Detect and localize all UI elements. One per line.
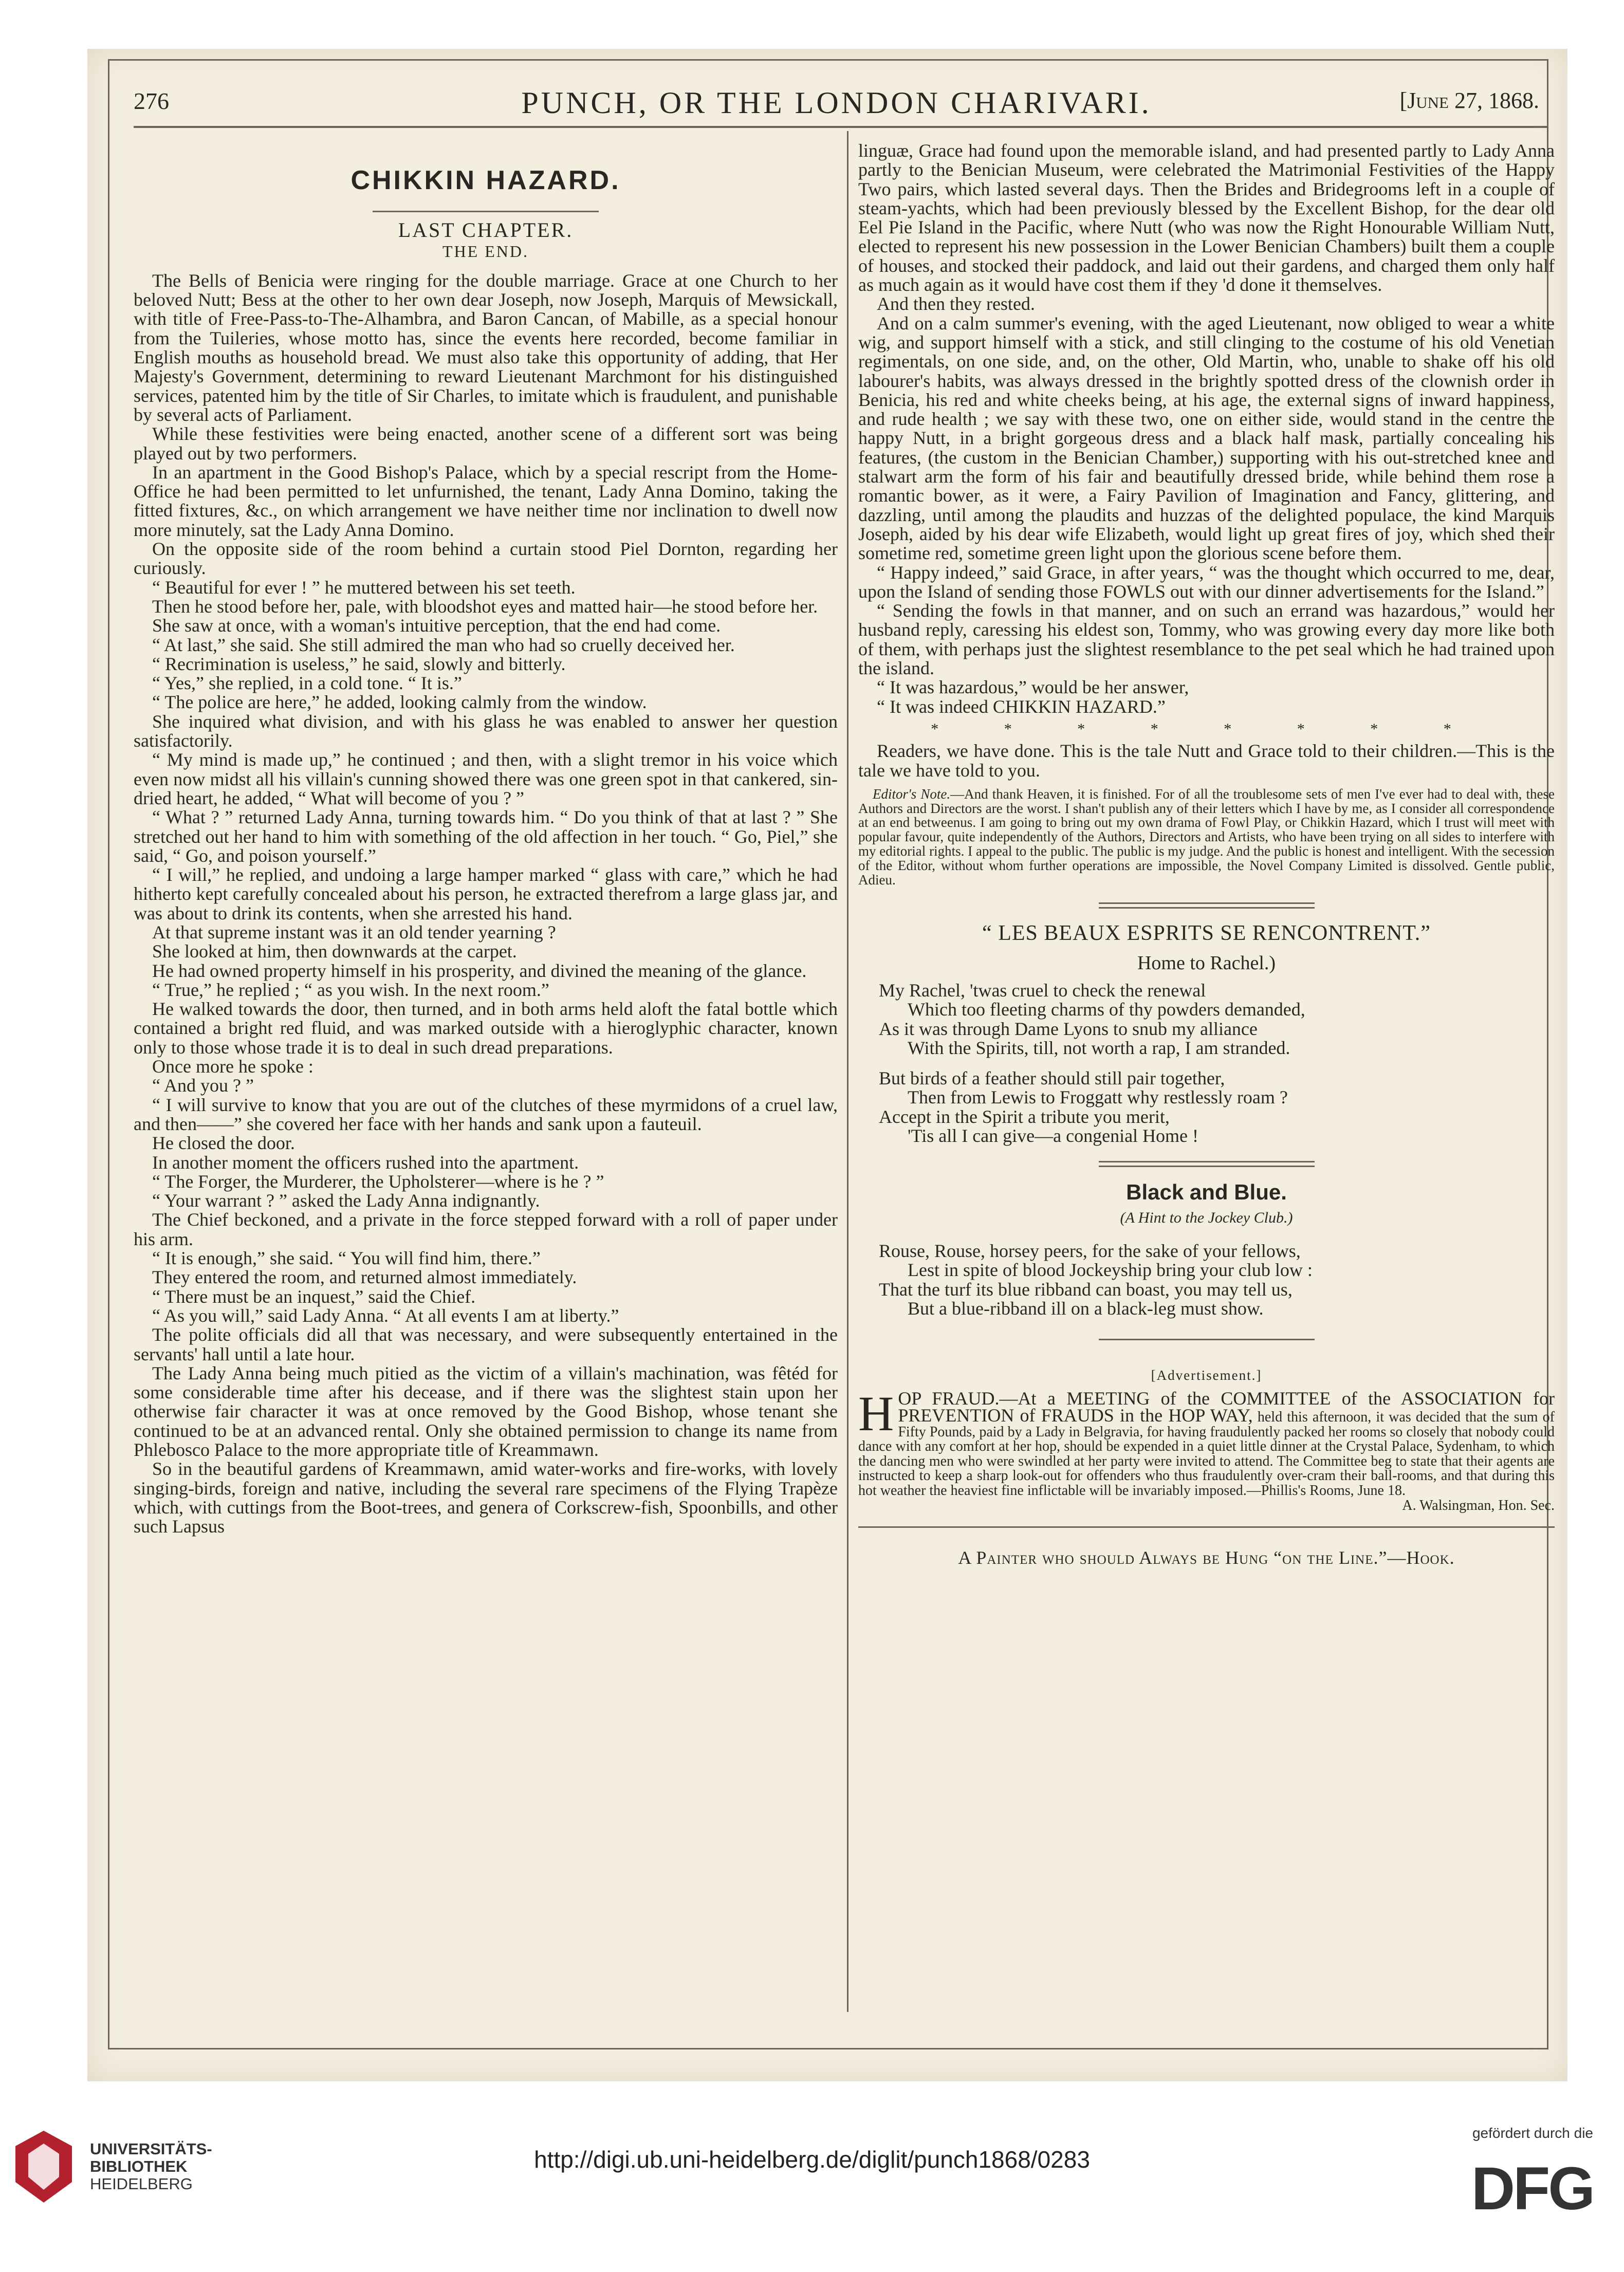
library-line-3: HEIDELBERG [90, 2175, 193, 2193]
poem-title-1: “ LES BEAUX ESPRITS SE RENCONTRENT.” [982, 921, 1431, 946]
poem-line: My Rachel, 'twas cruel to check the renewal [879, 980, 1206, 1001]
paragraph: “ My mind is made up,” he continued ; and then, with a slight tremor in his voice which even now midst all his villain's cunning showed there was one green spot in that cankered, sin-dried heart, he added, “ What will become of you ? ” [134, 749, 838, 808]
paragraph: While these festivities were being enacted, another scene of a different sort was being played out by two performers. [134, 423, 838, 464]
issue-date: [June 27, 1868. [1399, 88, 1539, 113]
poem-line: With the Spirits, till, not worth a rap, I am stranded. [908, 1037, 1290, 1058]
paragraph: “ And you ? ” [152, 1075, 254, 1096]
editors-note-text: —And thank Heaven, it is finished. For of all the troublesome sets of men I've ever had to deal with, these Authors and Directors are the worst. I shan't publish any of their letters which I have by me, as I consider all correspondence at an end betweenus. I am going to bring out my own drama of Fowl Play, or Chikkin Hazard, which I trust will meet with popular favour, quite independently of the Authors, Directors and Artists, who have been trying on all sides to interfere with my editorial rights. I appeal to the public. The public is my judge. And the public is honest and intelligent. With the secession of the Editor, without whom further operations are impossible, the Novel Company Limited is dissolved. Gentle public, Adieu. [858, 786, 1555, 888]
editors-note [858, 787, 1555, 888]
left-column [134, 141, 838, 1536]
paragraph: He closed the door. [152, 1133, 295, 1154]
paragraph: “ It was hazardous,” would be her answer, [877, 677, 1189, 698]
paragraph: “ The Forger, the Murderer, the Upholsterer—where is he ? ” [152, 1171, 604, 1192]
poem-line: Rouse, Rouse, horsey peers, for the sake of your fellows, [879, 1240, 1301, 1261]
paragraph: “ There must be an inquest,” said the Chief. [152, 1286, 476, 1307]
section-stars: * * * * * * * * [931, 720, 1482, 737]
paragraph: “ It is enough,” she said. “ You will find him, there.” [152, 1248, 541, 1269]
paragraph: “ At last,” she said. She still admired the man who had so cruelly deceived her. [152, 634, 735, 655]
advertisement [858, 1386, 1555, 1513]
paragraph: linguæ, Grace had found upon the memorable island, and had presented partly to Lady Anna partly to the Benician Museum, were celebrated the Matrimonial Festivities of the Happy Two pairs, which lasted several days. Then the Brides and Bridegrooms left in a couple of steam-yachts, which had been previously blessed by the Excellent Bishop, for the dear old Eel Pie Island in the Pacific, where Nutt (who was now the Right Honourable William Nutt, elected to represent his new possession in the Lower Benician Chambers) built them a couple of houses, and stocked their paddock, and laid out their gardens, and charged them only half as much again as it would have cost them if they 'd done it themselves. [858, 140, 1555, 295]
closing-paragraph: Readers, we have done. This is the tale Nutt and Grace told to their children.—This is the tale we have told to you. [858, 741, 1555, 781]
article-title: CHIKKIN HAZARD. [350, 165, 621, 195]
paragraph: “ As you will,” said Lady Anna. “ At all events I am at liberty.” [152, 1305, 619, 1326]
funding-label: gefördert durch die [1472, 2125, 1593, 2141]
paragraph: The Bells of Benicia were ringing for the double marriage. Grace at one Church to her beloved Nutt; Bess at the other to her own dear Joseph, now Joseph, Marquis of Mewsickall, with title of Free-Pass-to-The-Alhambra, and Baron Cancan, of Mabille, as a special honour from the Tuileries, whose motto has, since the events here recorded, become familiar in English mouths as household bread. We must also take this opportunity of adding, that Her Majesty's Government, determining to reward Lieutenant Marchmont for his distinguished services, patented him by the title of Sir Charles, to imitate which is fraudulent, and punishable by several acts of Parliament. [134, 270, 838, 425]
paragraph: “ I will survive to know that you are out of the clutches of these myrmidons of a cruel law, and then——” she covered her face with her hands and sank upon a fauteuil. [134, 1094, 838, 1134]
poem-subtitle-1: Home to Rachel.) [1137, 952, 1276, 974]
section-divider-2 [1099, 1161, 1315, 1167]
paragraph: He walked towards the door, then turned, and in both arms held aloft the fatal bottle which contained a bright red fluid, and was marked outside with a hieroglyphic character, known only to those whose trade it is to deal in such dread preparations. [134, 999, 838, 1058]
poem-line: Then from Lewis to Froggatt why restlessly roam ? [908, 1087, 1288, 1108]
running-head [134, 87, 1539, 128]
paragraph: “ What ? ” returned Lady Anna, turning towards him. “ Do you think of that at last ? ” She stretched out her hand to him with something of the old affection in her touch. “ Go, Piel,” she said, “ Go, and poison yourself.” [134, 807, 838, 866]
poem-line: Which too fleeting charms of thy powders demanded, [908, 999, 1305, 1020]
paragraph: “ Your warrant ? ” asked the Lady Anna indignantly. [152, 1190, 540, 1211]
publication-title: PUNCH, OR THE LONDON CHARIVARI. [521, 86, 1152, 120]
poem-1 [858, 981, 1555, 1146]
title-rule [373, 211, 599, 212]
right-column [858, 141, 1555, 1567]
page-border-left [108, 59, 109, 2048]
paragraph: “ I will,” he replied, and undoing a large hamper marked “ glass with care,” which he had hitherto kept carefully concealed about his person, he extracted therefrom a large glass jar, and was about to drink its contents, when she arrested his hand. [134, 864, 838, 923]
chapter-heading: LAST CHAPTER. [398, 218, 574, 242]
article-body [134, 271, 838, 1537]
poem-title-2: Black and Blue. [1126, 1180, 1287, 1205]
paragraph: On the opposite side of the room behind a curtain stood Piel Dornton, regarding her curiously. [134, 539, 838, 579]
permalink-url[interactable]: http://digi.ub.uni-heidelberg.de/diglit/punch1868/0283 [534, 2146, 1090, 2173]
poem-line: But birds of a feather should still pair together, [879, 1068, 1225, 1089]
paragraph: Then he stood before her, pale, with bloodshot eyes and matted hair—he stood before her. [152, 596, 818, 617]
paragraph: “ Yes,” she replied, in a cold tone. “ It is.” [152, 673, 462, 694]
poem-line: That the turf its blue ribband can boast, you may tell us, [879, 1279, 1293, 1300]
paragraph: So in the beautiful gardens of Kreammawn, amid water-works and fire-works, with lovely singing-birds, foreign and native, including the several rare specimens of the Flying Trapèze which, with cuttings from the Boot-trees, and genera of Corkscrew-fish, Spoonbills, and other such Lapsus [134, 1458, 838, 1537]
poem-line: Accept in the Spirit a tribute you merit, [879, 1106, 1170, 1127]
paragraph: “ Happy indeed,” said Grace, in after years, “ was the thought which occurred to me, dear, upon the Island of sending those FOWLS out with our dinner advertisements for the Island.” [858, 562, 1555, 602]
paragraph: “ Recrimination is useless,” he said, slowly and bitterly. [152, 653, 566, 674]
library-line-2: BIBLIOTHEK [90, 2157, 188, 2175]
advert-heading: OP FRAUD.—At a MEETING of the COMMITTEE of the ASSOCIATION for PREVENTION of FRAUDS in the HOP WAY, [898, 1388, 1555, 1426]
footer-rule [858, 1526, 1555, 1528]
drop-cap: H [858, 1386, 894, 1442]
section-divider-1 [1099, 902, 1315, 909]
paragraph: Once more he spoke : [152, 1056, 313, 1077]
paragraph: In an apartment in the Good Bishop's Palace, which by a special rescript from the Home-Office he had been permitted to let unfurnished, the tenant, Lady Anna Domino, taking the fitted fixtures, &c., on which arrangement we have neither time nor inclination to dwell now more minutely, sat the Lady Anna Domino. [134, 461, 838, 540]
scanned-page [87, 49, 1567, 2081]
poem-line: Lest in spite of blood Jockeyship bring your club low : [908, 1260, 1313, 1281]
poem-line: 'Tis all I can give—a congenial Home ! [908, 1125, 1199, 1147]
poem-line: But a blue-ribband ill on a black-leg must show. [908, 1298, 1264, 1319]
paragraph: He had owned property himself in his prosperity, and divined the meaning of the glance. [152, 960, 807, 981]
footer-quip: A Painter who should Always be Hung “on the Line.”—Hook. [958, 1547, 1455, 1568]
page-number: 276 [134, 88, 169, 114]
paragraph: “ The police are here,” he added, looking calmly from the window. [152, 692, 647, 713]
article-body-continued [858, 141, 1555, 716]
paragraph: In another moment the officers rushed into the apartment. [152, 1152, 579, 1173]
paragraph: “ It was indeed CHIKKIN HAZARD.” [877, 696, 1166, 717]
paragraph: And then they rested. [877, 293, 1035, 315]
paragraph: She saw at once, with a woman's intuitive perception, that the end had come. [152, 615, 721, 636]
paragraph: The Lady Anna being much pitied as the victim of a villain's machination, was fêtéd for some considerable time after his decease, and if there was the slightest stain upon her otherwise fair character it was at once removed by the Good Bishop, whose tenant she continued to be at an advanced rental. Only she obtained permission to change its name from Phlebosco Palace to the more appropriate title of Kreammawn. [134, 1362, 838, 1460]
paragraph: She inquired what division, and with his glass he was enabled to answer her question satisfactorily. [134, 711, 838, 751]
paragraph: At that supreme instant was it an old tender yearning ? [152, 921, 556, 943]
advertisement-label: [Advertisement.] [1151, 1368, 1262, 1383]
advert-rule [1099, 1339, 1315, 1340]
advert-signature: A. Walsingman, Hon. Sec. [1402, 1497, 1555, 1513]
dfg-logo: DFG [1471, 2155, 1593, 2223]
column-divider [847, 131, 848, 2012]
poem-subtitle-2: (A Hint to the Jockey Club.) [1120, 1209, 1293, 1226]
page-border-bottom [108, 2048, 1548, 2049]
paragraph: “ True,” he replied ; “ as you wish. In the next room.” [152, 979, 549, 1000]
advert-body: held this afternoon, it was decided that the sum of Fifty Pounds, paid by a Lady in Belgravia, for having fraudulently packed her rooms so closely that nobody could dance with any comfort at her hop, should be expended in a quiet little dinner at the Crystal Palace, Sydenham, to which the dancing men who were swindled at her party were invited to attend. The Committee beg to state that their agents are instructed to keep a sharp look-out for offenders who thus fraudulently over-cram their ball-rooms, and that during this hot weather the heaviest fine inflictable will be invariably imposed.—Phillis's Rooms, June 18. [858, 1409, 1555, 1499]
poem-line: As it was through Dame Lyons to snub my alliance [879, 1018, 1258, 1039]
paragraph: The polite officials did all that was necessary, and were subsequently entertained in the servants' hall until a late hour. [134, 1324, 838, 1364]
chapter-subheading: THE END. [442, 242, 529, 261]
library-line-1: UNIVERSITÄTS- [90, 2140, 212, 2158]
paragraph: The Chief beckoned, and a private in the force stepped forward with a roll of paper under his arm. [134, 1209, 838, 1249]
page-border-top [108, 59, 1547, 61]
poem-2 [858, 1242, 1555, 1318]
paragraph: “ Beautiful for ever ! ” he muttered between his set teeth. [152, 577, 576, 598]
paragraph: And on a calm summer's evening, with the aged Lieutenant, now obliged to wear a white wig, and support himself with a stick, and still clinging to the costume of his old Venetian regimentals, on one side, and, on the other, Old Martin, who, unable to shake off his old labourer's habits, was always dressed in the brightly spotted dress of the clownish order in Benicia, his red and white cheeks being, at his age, the external signs of inward happiness, and rude health ; we say with these two, one on either side, would stand in the centre the happy Nutt, in a bright gorgeous dress and a black half mask, partially concealing his features, (the custom in the Benician Chamber,) supporting with his out-stretched knee and stalwart arm the form of his fair and beautifully dressed bride, while behind them rose a romantic bower, as it were, a Fairy Pavilion of Imagination and Fancy, glittering, and dazzling, until among the plaudits and huzzas of the delighted populace, the kind Marquis Joseph, aided by his dear wife Elizabeth, would light up great fires of joy, which shed their sometime red, sometime green light upon the glorious scene before them. [858, 312, 1555, 564]
paragraph: She looked at him, then downwards at the carpet. [152, 941, 517, 962]
paragraph: “ Sending the fowls in that manner, and on such an errand was hazardous,” would her husband reply, caressing his eldest son, Tommy, who was growing every day more like both of them, with perhaps just the slightest resemblance to the pet seal which he had trained upon the island. [858, 600, 1555, 679]
paragraph: They entered the room, and returned almost immediately. [152, 1267, 577, 1288]
editors-note-label: Editor's Note. [873, 786, 951, 802]
